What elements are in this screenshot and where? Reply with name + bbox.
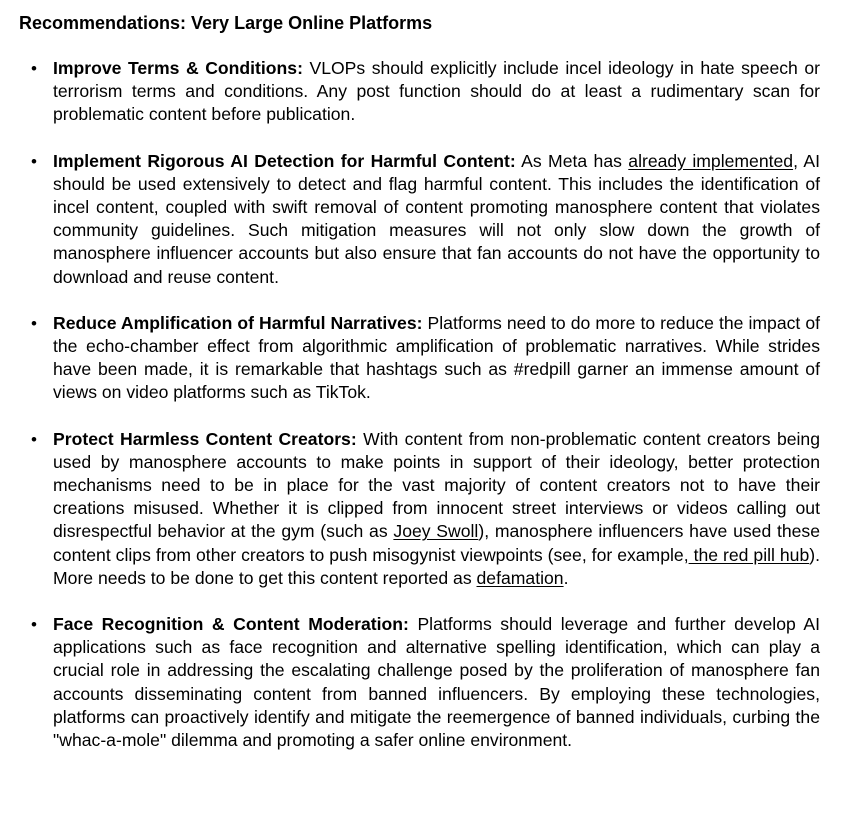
red-pill-hub-link[interactable]: the red pill hub <box>688 544 810 565</box>
recommendation-text: . <box>563 567 569 588</box>
recommendation-item-ai-detection <box>19 150 820 289</box>
recommendation-text: Platforms need to do more to reduce the impact of the echo-chamber effect from algorithmic amplification of problematic narratives. While strides have been made, it is remarkable that hashtags such as #redpill garner an immense amount of views on video platforms such as TikTok. <box>53 312 821 403</box>
defamation-link[interactable]: defamation <box>476 567 564 588</box>
joey-swoll-link[interactable]: Joey Swoll <box>393 521 479 542</box>
recommendation-item-face-recognition <box>19 613 820 752</box>
bullet-icon: • <box>31 59 37 78</box>
recommendations-list <box>19 57 820 752</box>
recommendation-item-creators <box>19 428 820 590</box>
recommendation-title: Reduce Amplification of Harmful Narratives: <box>53 312 423 333</box>
page-heading: Recommendations: Very Large Online Platforms <box>19 13 433 33</box>
recommendation-text: Platforms should leverage and further develop AI applications such as face recognition and alternative spelling identification, which can play a crucial role in addressing the escalating challenge posed by the proliferation of manosphere fan accounts disseminating content from banned influencers. By employing these technologies, platforms can proactively identify and mitigate the reemergence of banned individuals, curbing the "whac-a-mole" dilemma and promoting a safer online environment. <box>53 614 820 751</box>
recommendation-text: With content from non-problematic content creators being used by manosphere accounts to make points in support of their ideology, better protection mechanisms need to be in place for the vast majority of content creators not to have their creations misused. Whether it is clipped from innocent street interviews or videos calling out disrespectful behavior at the gym (such as <box>53 428 821 542</box>
recommendation-text: ). More needs to be done to get this content reported as <box>53 544 820 588</box>
recommendation-text: VLOPs should explicitly include incel ideology in hate speech or terrorism terms and conditions. Any post function should do at least a rudimentary scan for problematic content before publication. <box>53 58 820 125</box>
recommendation-text: As Meta has <box>521 150 629 171</box>
already-implemented-link[interactable]: already implemented <box>628 150 794 171</box>
recommendation-title: Face Recognition & Content Moderation: <box>53 614 409 635</box>
bullet-icon: • <box>31 615 37 635</box>
bullet-icon: • <box>31 313 37 333</box>
recommendation-item-amplification <box>19 312 820 405</box>
recommendation-title: Implement Rigorous AI Detection for Harmful Content: <box>53 150 516 171</box>
recommendation-title: Protect Harmless Content Creators: <box>53 428 357 449</box>
recommendation-item-terms <box>19 57 820 127</box>
recommendation-text: ), manosphere influencers have used these content clips from other creators to push misogynist viewpoints (see, for example, <box>53 521 820 565</box>
recommendation-title: Improve Terms & Conditions: <box>53 58 303 78</box>
bullet-icon: • <box>31 429 37 449</box>
bullet-icon: • <box>31 151 37 171</box>
recommendation-text: , AI should be used extensively to detect and flag harmful content. This includes the identification of incel content, coupled with swift removal of content promoting manosphere content that violates community guidelines. Such mitigation measures will not only slow down the growth of manosphere influencer accounts but also ensure that fan accounts do not have the opportunity to download and reuse content. <box>53 150 821 287</box>
